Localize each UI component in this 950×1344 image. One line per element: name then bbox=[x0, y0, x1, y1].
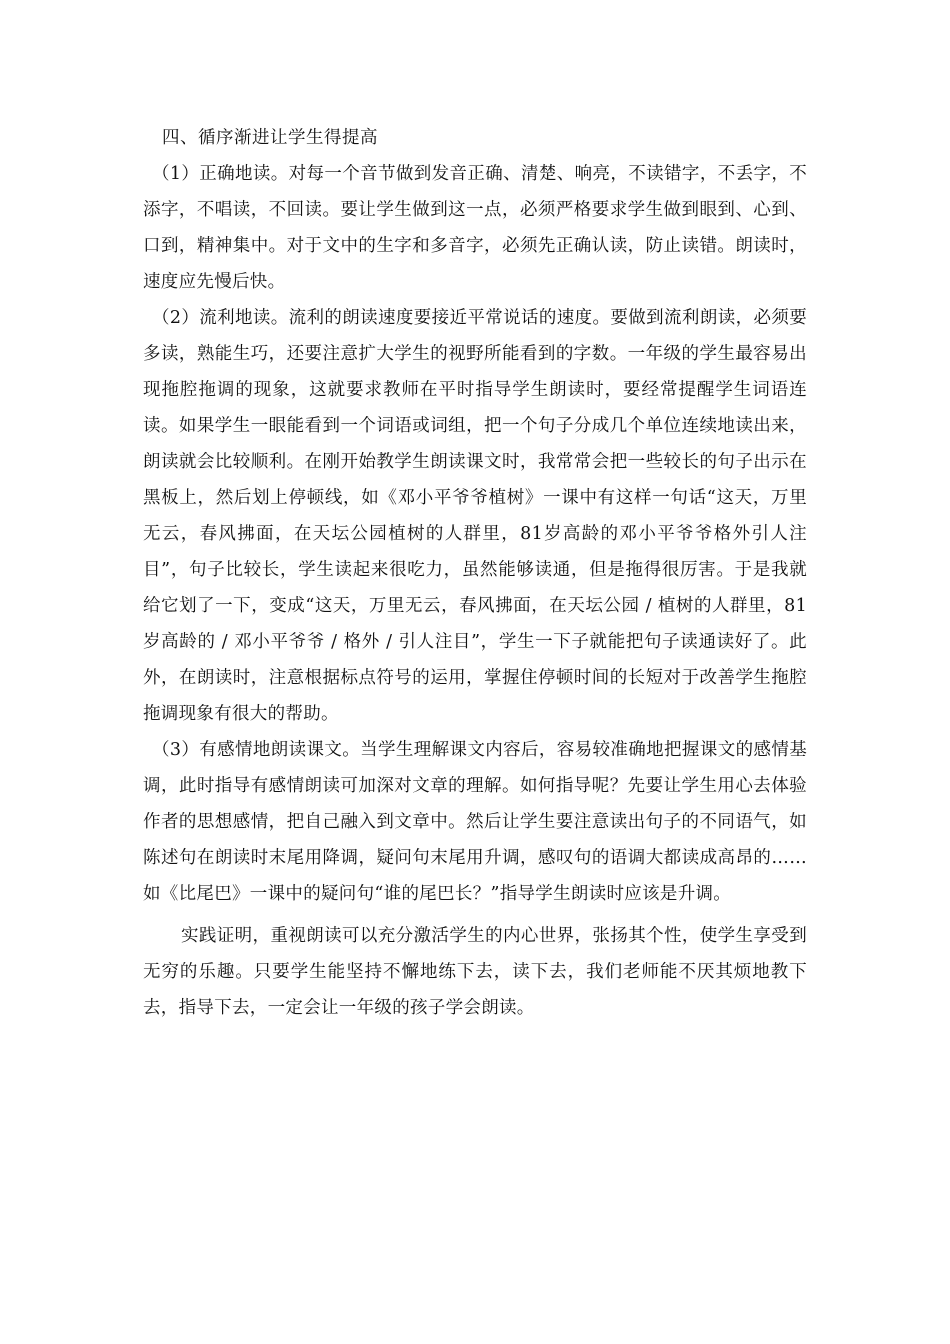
paragraph-correct-reading: （1）正确地读。对每一个音节做到发音正确、清楚、响亮，不读错字，不丢字，不添字，不唱读，不回读。要让学生做到这一点，必须严格要求学生做到眼到、心到、口到，精神集中。对于文中的生字和多音字，必须先正确认读，防止读错。朗读时，速度应先慢后快。 bbox=[143, 164, 807, 292]
paragraph-conclusion: 实践证明，重视朗读可以充分激活学生的内心世界，张扬其个性，使学生享受到无穷的乐趣。只要学生能坚持不懈地练下去，读下去，我们老师能不厌其烦地教下去，指导下去，一定会让一年级的孩子学会朗读。 bbox=[143, 926, 807, 1018]
paragraph-emotional-reading: （3）有感情地朗读课文。当学生理解课文内容后，容易较准确地把握课文的感情基调，此时指导有感情朗读可加深对文章的理解。如何指导呢？先要让学生用心去体验作者的思想感情，把自己融入到文章中。然后让学生要注意读出句子的不同语气，如陈述句在朗读时末尾用降调，疑问句末尾用升调，感叹句的语调大都读成高昂的……如《比尾巴》一课中的疑问句“谁的尾巴长？”指导学生朗读时应该是升调。 bbox=[143, 740, 807, 904]
document-page bbox=[143, 120, 807, 1026]
paragraph-fluent-reading: （2）流利地读。流利的朗读速度要接近平常说话的速度。要做到流利朗读，必须要多读，熟能生巧，还要注意扩大学生的视野所能看到的字数。一年级的学生最容易出现拖腔拖调的现象，这就要求教师在平时指导学生朗读时，要经常提醒学生词语连读。如果学生一眼能看到一个词语或词组，把一个句子分成几个单位连续地读出来，朗读就会比较顺利。在刚开始教学生朗读课文时，我常常会把一些较长的句子出示在黑板上，然后划上停顿线，如《邓小平爷爷植树》一课中有这样一句话“这天，万里无云，春风拂面，在天坛公园植树的人群里，81岁高龄的邓小平爷爷格外引人注目”，句子比较长，学生读起来很吃力，虽然能够读通，但是拖得很厉害。于是我就给它划了一下，变成“这天，万里无云，春风拂面，在天坛公园 / 植树的人群里，81岁高龄的 / 邓小平爷爷 / 格外 / 引人注目”，学生一下子就能把句子读通读好了。此外，在朗读时，注意根据标点符号的运用，掌握住停顿时间的长短对于改善学生拖腔拖调现象有很大的帮助。 bbox=[143, 308, 807, 724]
section-heading: 四、循序渐进让学生得提高 bbox=[162, 128, 378, 148]
